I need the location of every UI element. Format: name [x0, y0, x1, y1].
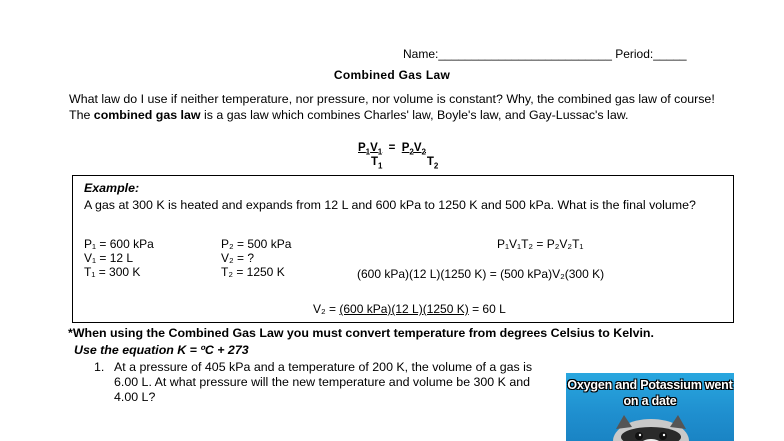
given-values-initial — [84, 237, 154, 279]
answer-prefix: V₂ = — [313, 302, 340, 316]
meme-caption: Oxygen and Potassium went on a date — [567, 378, 733, 408]
intro-bold-term: combined gas law — [93, 107, 201, 122]
example-problem-text: A gas at 300 K is heated and expands from 12 L and 600 kPa to 1250 K and 500 kPa. What is the final volume? — [84, 198, 696, 212]
kelvin-note: *When using the Combined Gas Law you must convert temperature from degrees Celsius to Kelvin. — [68, 326, 654, 340]
rearranged-equation: P₁V₁T₂ = P₂V₂T₁ — [497, 237, 584, 251]
intro-paragraph — [69, 92, 729, 123]
intro-text-1: What law do I use if neither temperature, nor pressure, nor volume is constant? Why, the combined gas law of course! The — [69, 92, 715, 122]
formula-p1v1: $P_1V_1$ — [358, 142, 383, 157]
given-v2: V₂ = ? — [221, 251, 255, 265]
page-title: Combined Gas Law — [333, 68, 451, 82]
formula-numerator-row — [358, 141, 438, 155]
formula-t1: $T_1$ — [371, 156, 383, 171]
given-p1: P₁ = 600 kPa — [84, 237, 154, 251]
given-v1: V₁ = 12 L — [84, 251, 134, 265]
question-number: 1. — [94, 360, 105, 374]
example-label: Example: — [84, 181, 140, 195]
raccoon-icon — [606, 411, 696, 441]
formula-p2v2: $P_2V_2$ — [401, 142, 426, 157]
answer-suffix: = 60 L — [468, 302, 506, 316]
intro-text-2: is a gas law which combines Charles' law, Boyle's law, and Gay-Lussac's law. — [200, 107, 629, 122]
name-period-line: Name:__________________________ Period:_____ — [403, 47, 687, 61]
given-p2: P₂ = 500 kPa — [221, 237, 292, 251]
given-values-final — [221, 237, 291, 279]
kelvin-equation: Use the equation K = ºC + 273 — [74, 343, 249, 357]
given-t1: T₁ = 300 K — [84, 265, 141, 279]
combined-gas-law-formula — [358, 141, 438, 169]
example-answer — [313, 302, 506, 316]
question-text: At a pressure of 405 kPa and a temperature of 200 K, the volume of a gas is 6.00 L. At what pressure will the new temperature and volume be 300 K and 4.00 L? — [114, 360, 533, 404]
answer-fraction: (600 kPa)(12 L)(1250 K) — [339, 302, 469, 316]
formula-denominator-row — [358, 155, 438, 169]
substituted-equation: (600 kPa)(12 L)(1250 K) = (500 kPa)V₂(300 K) — [357, 267, 605, 281]
given-t2: T₂ = 1250 K — [221, 265, 285, 279]
formula-equals: = — [388, 142, 396, 154]
formula-t2: $T_2$ — [426, 156, 439, 171]
meme-image — [566, 373, 734, 441]
